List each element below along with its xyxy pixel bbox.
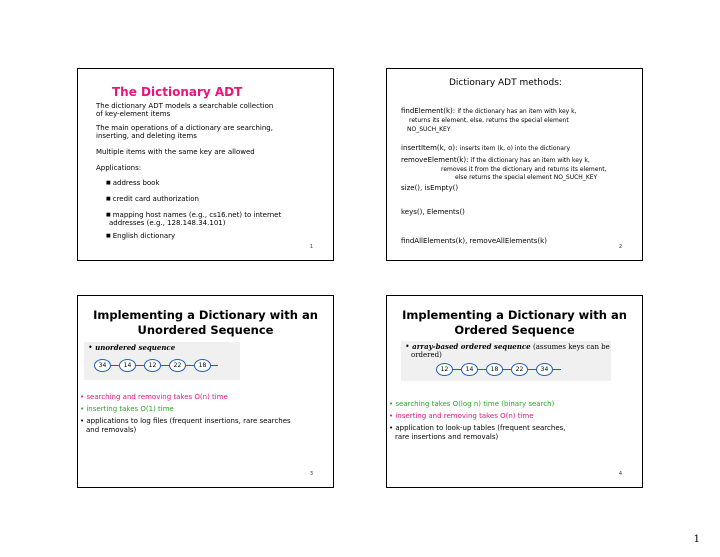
method-find-element: [401, 107, 577, 115]
page-number: 1: [693, 534, 700, 545]
slide-number: 3: [309, 471, 313, 477]
sequence-label-note: ordered): [411, 351, 442, 359]
slide-1-title: The Dictionary ADT: [112, 85, 243, 99]
list-item-continued: addresses (e.g., 128.148.34.101): [109, 219, 226, 227]
list-item: ■ mapping host names (e.g., cs16.net) to internet: [106, 211, 281, 219]
slide-3: [77, 295, 334, 488]
bullet-item: • inserting takes O(1) time: [80, 405, 174, 413]
sequence-node: 12: [144, 359, 161, 372]
slide-4-title: Implementing a Dictionary with an Ordered Sequence: [402, 308, 627, 337]
slide-1-line: The dictionary ADT models a searchable collection: [96, 102, 274, 110]
bullet-item-continued: rare insertions and removals): [395, 433, 499, 441]
method-remove-element: [401, 156, 590, 164]
sequence-figure: [84, 342, 240, 380]
method-find-all: findAllElements(k), removeAllElements(k): [401, 237, 547, 245]
slide-number: 1: [309, 244, 313, 250]
bullet-item: • inserting and removing takes O(n) time: [389, 412, 534, 420]
method-name: findElement(k):: [401, 107, 456, 115]
bullet-item: • application to look-up tables (frequent searches,: [389, 424, 566, 432]
list-item: ■ English dictionary: [106, 232, 175, 240]
method-desc: if the dictionary has an item with key k,: [470, 157, 590, 164]
bullet-item: • searching takes O(log n) time (binary search): [389, 400, 555, 408]
method-size: size(), isEmpty(): [401, 184, 459, 192]
method-desc: returns its element, else, returns the special element: [409, 117, 569, 124]
method-name: removeElement(k):: [401, 156, 469, 164]
method-desc: else returns the special element NO_SUCH_KEY: [455, 174, 598, 181]
sequence-label: • unordered sequence: [88, 343, 176, 352]
slide-3-title: Implementing a Dictionary with an Unordered Sequence: [93, 308, 318, 337]
slide-1-line: Multiple items with the same key are allowed: [96, 148, 255, 156]
method-insert-item: [401, 144, 570, 152]
list-item: ■ credit card authorization: [106, 195, 199, 203]
method-desc: inserts item (k, o) into the dictionary: [459, 145, 571, 152]
bullet-item-continued: and removals): [86, 426, 137, 434]
sequence-node: 12: [436, 363, 453, 376]
slide-1-line: Applications:: [96, 164, 142, 172]
method-name: insertItem(k, o):: [401, 144, 458, 152]
slide-1: [77, 68, 334, 261]
sequence-node: 34: [94, 359, 111, 372]
sequence-node: 14: [119, 359, 136, 372]
sequence-node: 34: [536, 363, 553, 376]
bullet-item: • applications to log files (frequent insertions, rare searches: [80, 417, 291, 425]
sequence-node: 22: [169, 359, 186, 372]
slide-2: [386, 68, 643, 261]
slide-2-title: Dictionary ADT methods:: [449, 78, 562, 88]
slide-number: 2: [618, 244, 622, 250]
sequence-figure: [401, 341, 611, 381]
slide-4: [386, 295, 643, 488]
slide-1-line: of key-element items: [96, 110, 171, 118]
slide-number: 4: [618, 471, 622, 477]
method-desc: if the dictionary has an item with key k,: [457, 108, 577, 115]
sequence-node: 18: [194, 359, 211, 372]
sequence-label: • array-based ordered sequence (assumes keys can be: [405, 342, 610, 351]
slide-1-line: inserting, and deleting items: [96, 132, 197, 140]
method-keys: keys(), Elements(): [401, 208, 465, 216]
sequence-node: 18: [486, 363, 503, 376]
list-item: ■ address book: [106, 179, 160, 187]
method-desc: removes it from the dictionary and returns its element,: [441, 166, 607, 173]
method-desc: NO_SUCH_KEY: [407, 126, 451, 133]
sequence-node: 14: [461, 363, 478, 376]
sequence-node: 22: [511, 363, 528, 376]
slide-1-line: The main operations of a dictionary are searching,: [96, 124, 273, 132]
bullet-item: • searching and removing takes O(n) time: [80, 393, 228, 401]
